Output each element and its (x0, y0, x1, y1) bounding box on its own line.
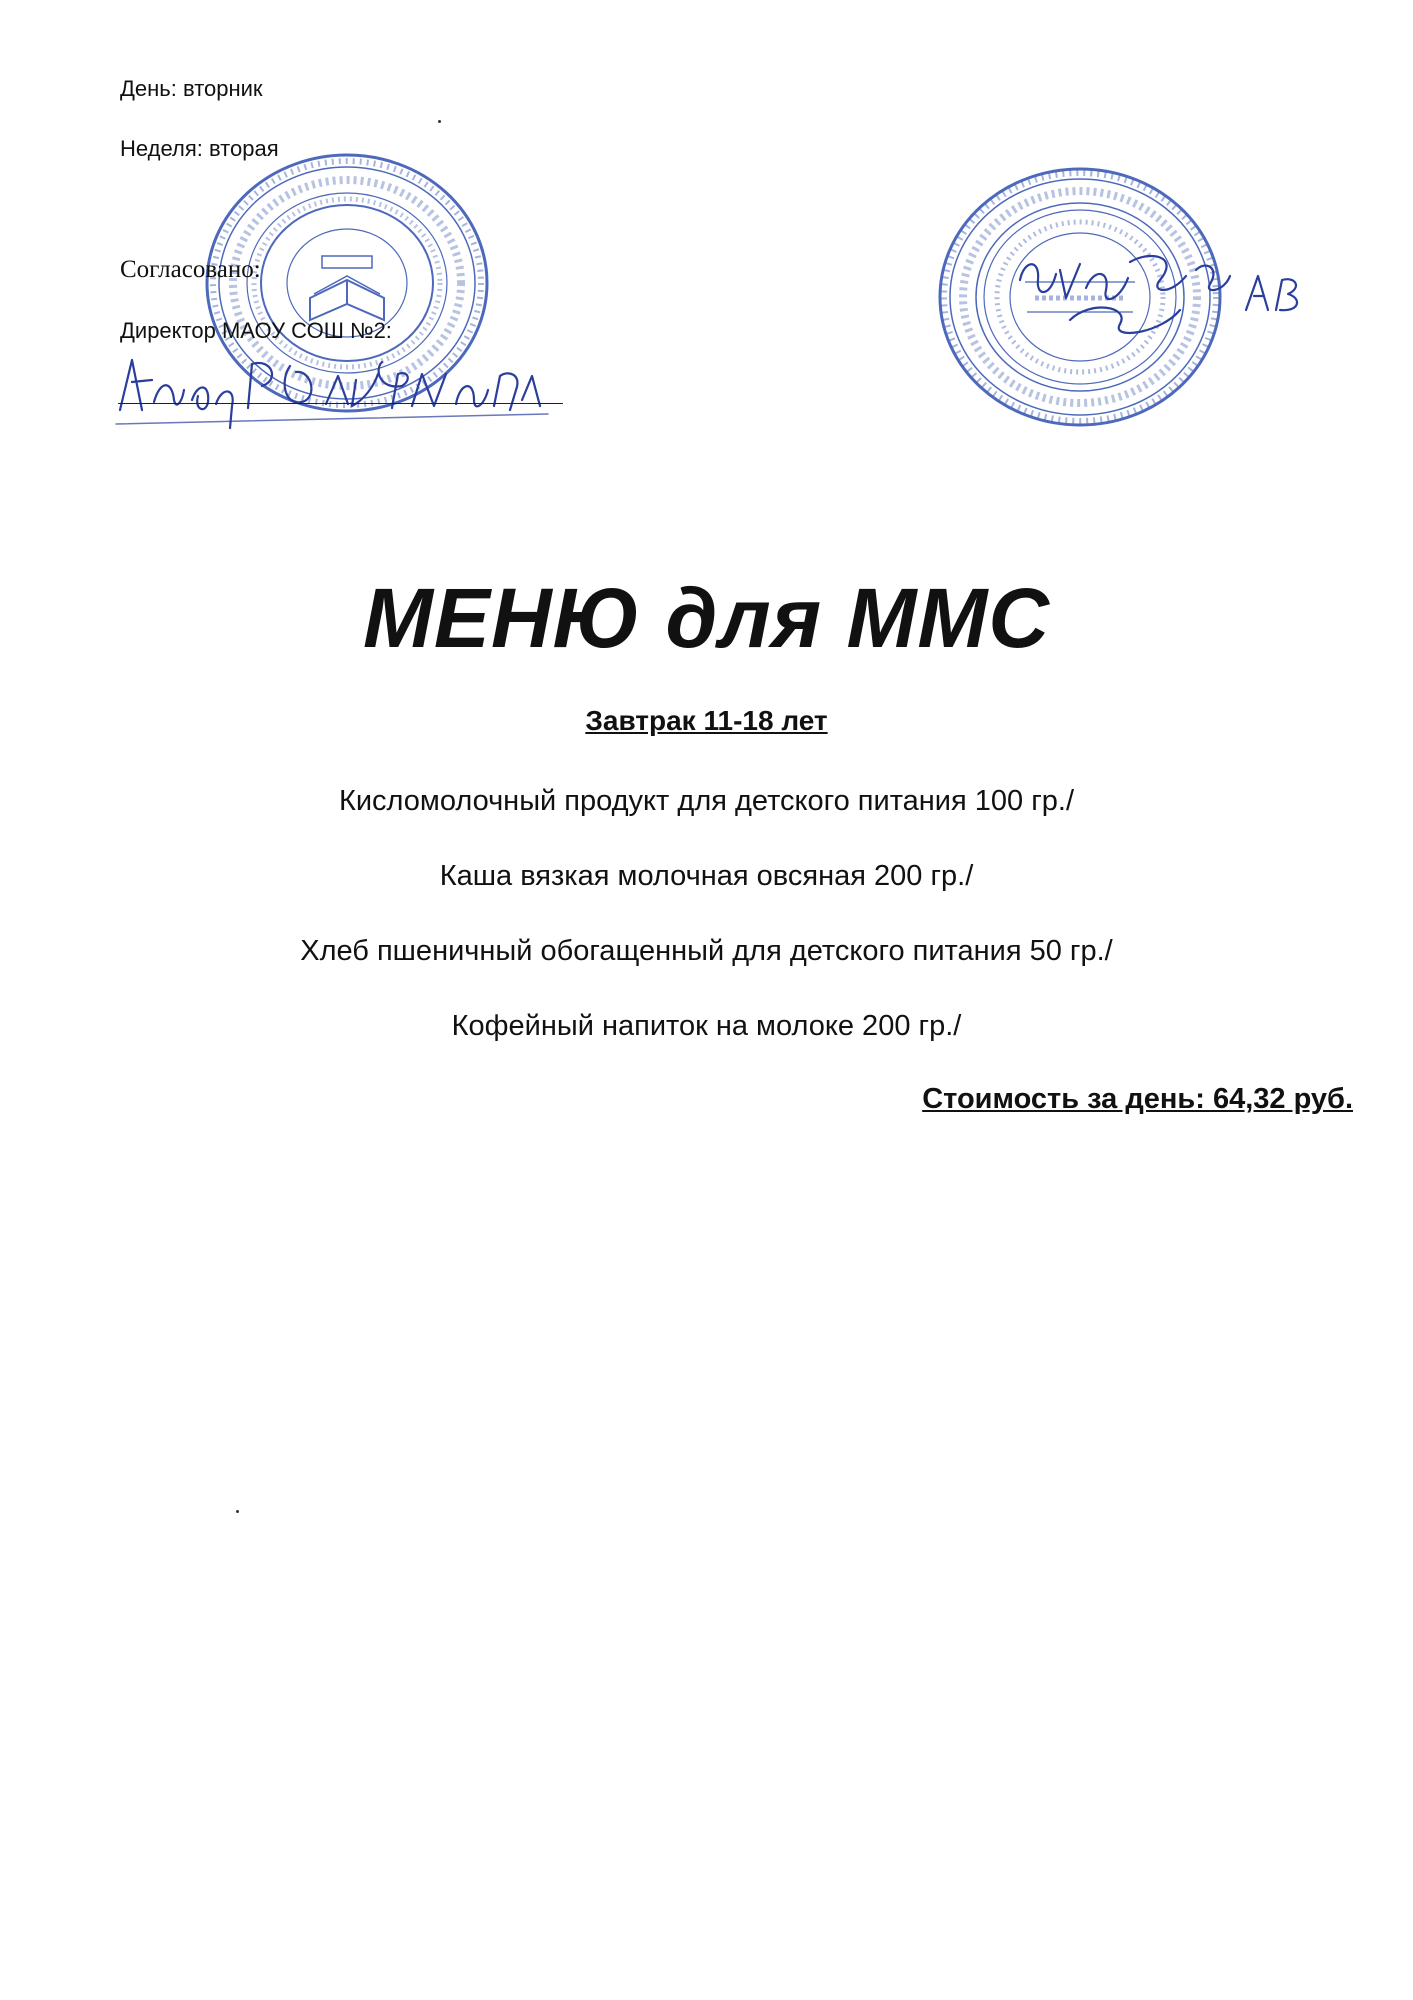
week-label: Неделя: (120, 136, 203, 161)
director-label: Директор МАОУ СОШ №2: (120, 318, 392, 343)
menu-item: Кисломолочный продукт для детского питания 100 гр./ (338, 785, 1075, 817)
daily-cost: Стоимость за день: 64,32 руб. (922, 1083, 1353, 1115)
signature-line (118, 403, 563, 404)
scan-speck (236, 1510, 239, 1513)
meal-heading: Завтрак 11-18 лет (585, 705, 828, 736)
director-signature-icon (112, 340, 552, 430)
menu-item: Каша вязкая молочная овсяная 200 гр./ (439, 860, 974, 892)
agreed-label: Согласовано: (120, 256, 261, 283)
day-label: День: (120, 76, 177, 101)
day-value: вторник (182, 76, 263, 101)
scan-speck (438, 120, 441, 123)
company-signature-icon (1010, 240, 1310, 350)
menu-item: Кофейный напиток на молоке 200 гр./ (451, 1010, 962, 1042)
day-line (120, 76, 263, 102)
menu-item: Хлеб пшеничный обогащенный для детского питания 50 гр./ (300, 935, 1113, 967)
menu-title: МЕНЮ для ММС (362, 571, 1051, 665)
week-value: вторая (208, 136, 279, 161)
